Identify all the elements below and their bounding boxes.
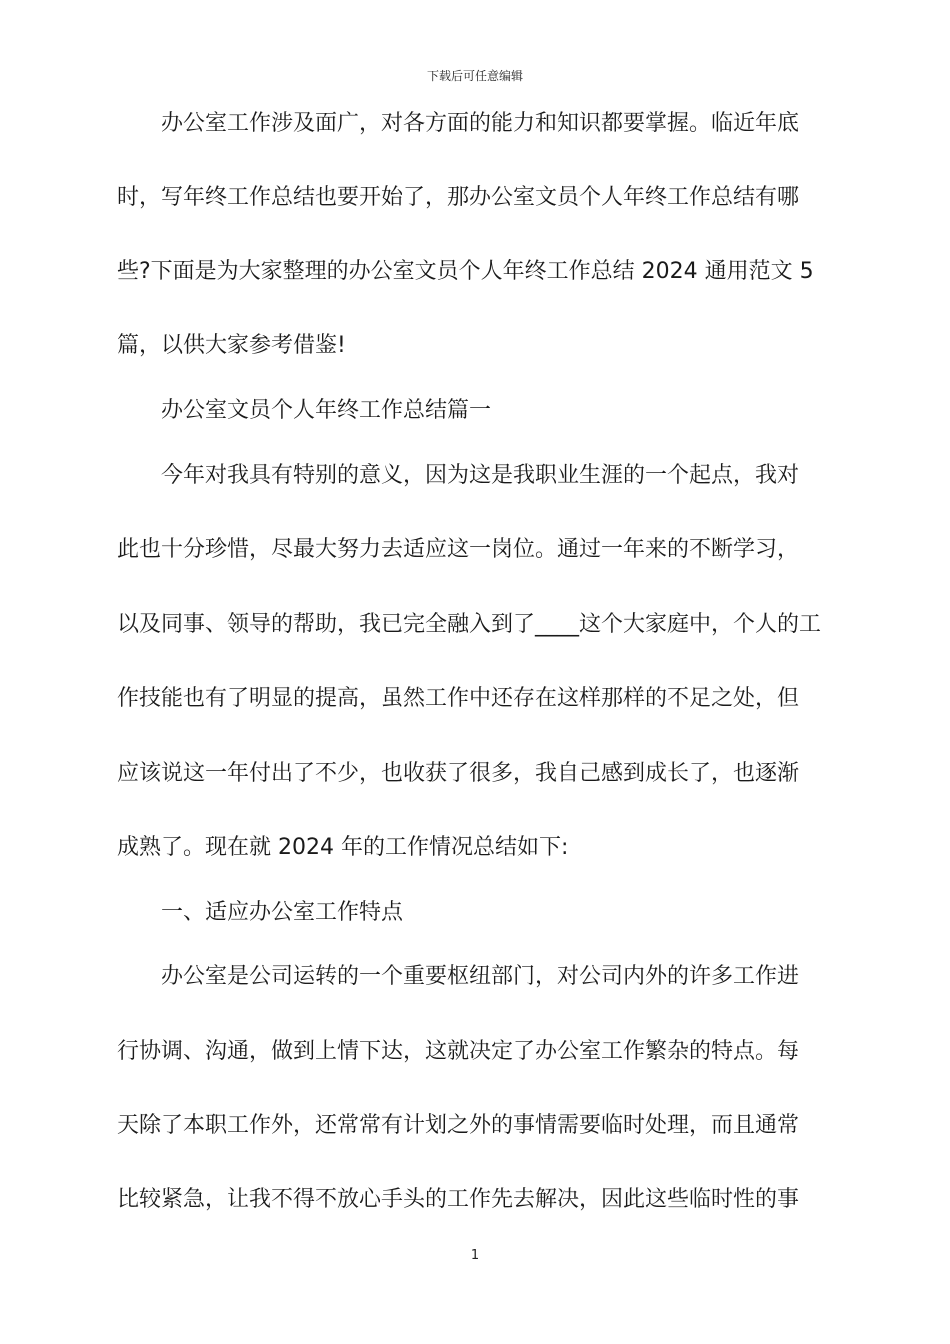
text-line: 办公室是公司运转的一个重要枢纽部门，对公司内外的许多工作进 [117, 964, 800, 989]
text-line: 今年对我具有特别的意义，因为这是我职业生涯的一个起点，我对 [117, 463, 800, 488]
text-line: 应该说这一年付出了不少，也收获了很多，我自己感到成长了，也逐渐 [117, 761, 800, 786]
text-line: 此也十分珍惜，尽最大努力去适应这一岗位。通过一年来的不断学习， [117, 537, 800, 562]
text-line: 比较紧急，让我不得不放心手头的工作先去解决，因此这些临时性的事 [117, 1187, 800, 1212]
page-number: 1 [470, 1248, 480, 1263]
text-line: 时，写年终工作总结也要开始了，那办公室文员个人年终工作总结有哪 [117, 185, 800, 210]
section-heading: 一、适应办公室工作特点 [117, 900, 404, 925]
text-line: 行协调、沟通，做到上情下达，这就决定了办公室工作繁杂的特点。每 [117, 1039, 800, 1064]
text-line: 天除了本职工作外，还常常有计划之外的事情需要临时处理，而且通常 [117, 1113, 800, 1138]
text-line: 办公室工作涉及面广，对各方面的能力和知识都要掌握。临近年底 [117, 111, 800, 136]
text-line: 篇，以供大家参考借鉴! [117, 333, 346, 358]
text-line: 些?下面是为大家整理的办公室文员个人年终工作总结 2024 通用范文 5 [117, 259, 814, 284]
text-line: 成熟了。现在就 2024 年的工作情况总结如下: [117, 835, 569, 860]
text-line: 作技能也有了明显的提高，虽然工作中还存在这样那样的不足之处，但 [117, 686, 800, 711]
text-line: 以及同事、领导的帮助，我已完全融入到了____这个大家庭中，个人的工 [117, 612, 822, 637]
section-heading: 办公室文员个人年终工作总结篇一 [117, 398, 492, 423]
page-header-note: 下载后可任意编辑 [426, 69, 523, 83]
